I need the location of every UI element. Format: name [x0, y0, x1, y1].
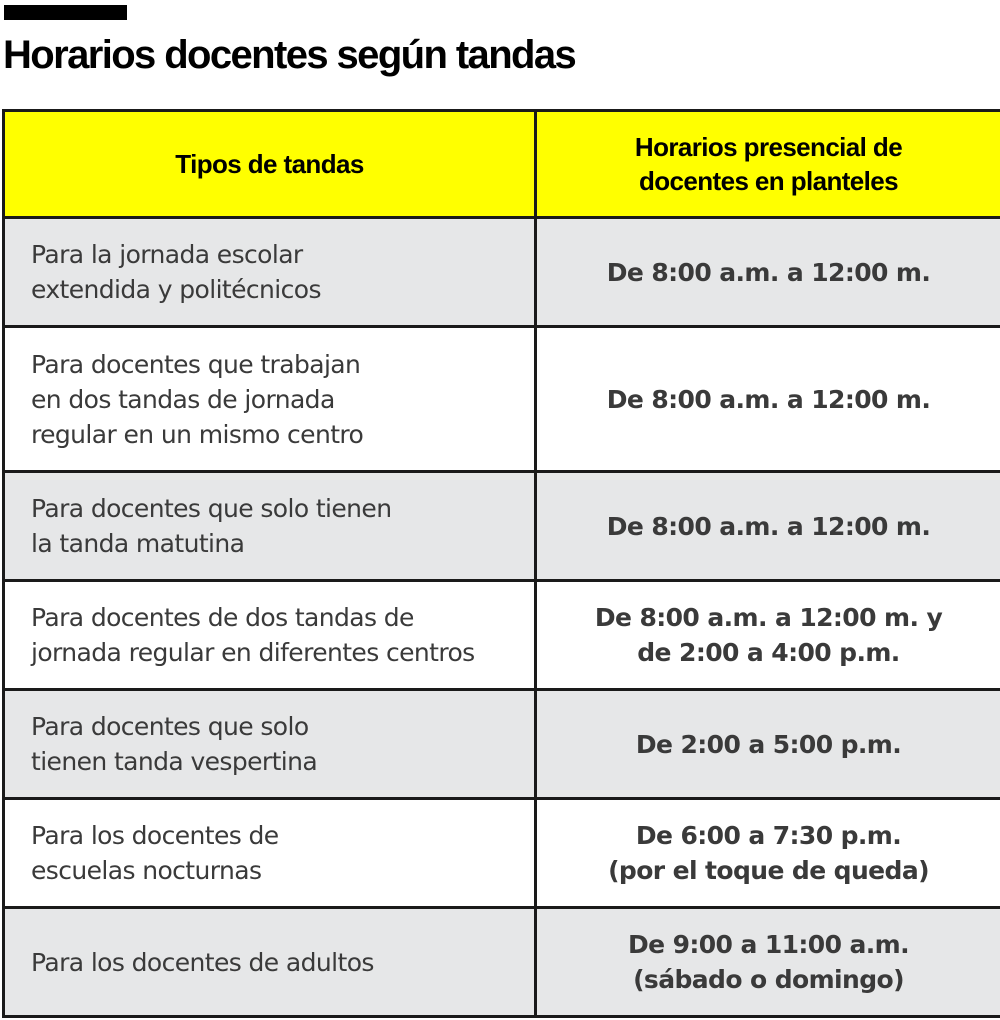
table-row [4, 799, 1000, 908]
table-header-row [4, 111, 1000, 218]
table-row [4, 472, 1000, 581]
horario-cell: De 8:00 a.m. a 12:00 m. [536, 472, 1000, 581]
title-accent-bar [4, 5, 127, 20]
page-title: Horarios docentes según tandas [3, 33, 576, 77]
tipo-cell: Para docentes de dos tandas de jornada regular en diferentes centros [4, 581, 536, 690]
tipo-cell: Para la jornada escolar extendida y politécnicos [4, 218, 536, 327]
header-horarios-presencial: Horarios presencial de docentes en planteles [536, 111, 1000, 218]
table-row [4, 690, 1000, 799]
table-row [4, 218, 1000, 327]
horario-cell: De 2:00 a 5:00 p.m. [536, 690, 1000, 799]
schedule-table [2, 109, 1000, 1018]
tipo-cell: Para los docentes de adultos [4, 908, 536, 1017]
horario-cell: De 9:00 a 11:00 a.m. (sábado o domingo) [536, 908, 1000, 1017]
tipo-cell: Para docentes que solo tienen tanda vespertina [4, 690, 536, 799]
horario-cell: De 8:00 a.m. a 12:00 m. [536, 218, 1000, 327]
horario-cell: De 8:00 a.m. a 12:00 m. y de 2:00 a 4:00 p.m. [536, 581, 1000, 690]
tipo-cell: Para los docentes de escuelas nocturnas [4, 799, 536, 908]
table-row [4, 908, 1000, 1017]
tipo-cell: Para docentes que solo tienen la tanda matutina [4, 472, 536, 581]
horario-cell: De 8:00 a.m. a 12:00 m. [536, 327, 1000, 472]
table-row [4, 327, 1000, 472]
table-row [4, 581, 1000, 690]
tipo-cell: Para docentes que trabajan en dos tandas de jornada regular en un mismo centro [4, 327, 536, 472]
header-tipos-de-tandas: Tipos de tandas [4, 111, 536, 218]
horario-cell: De 6:00 a 7:30 p.m. (por el toque de queda) [536, 799, 1000, 908]
